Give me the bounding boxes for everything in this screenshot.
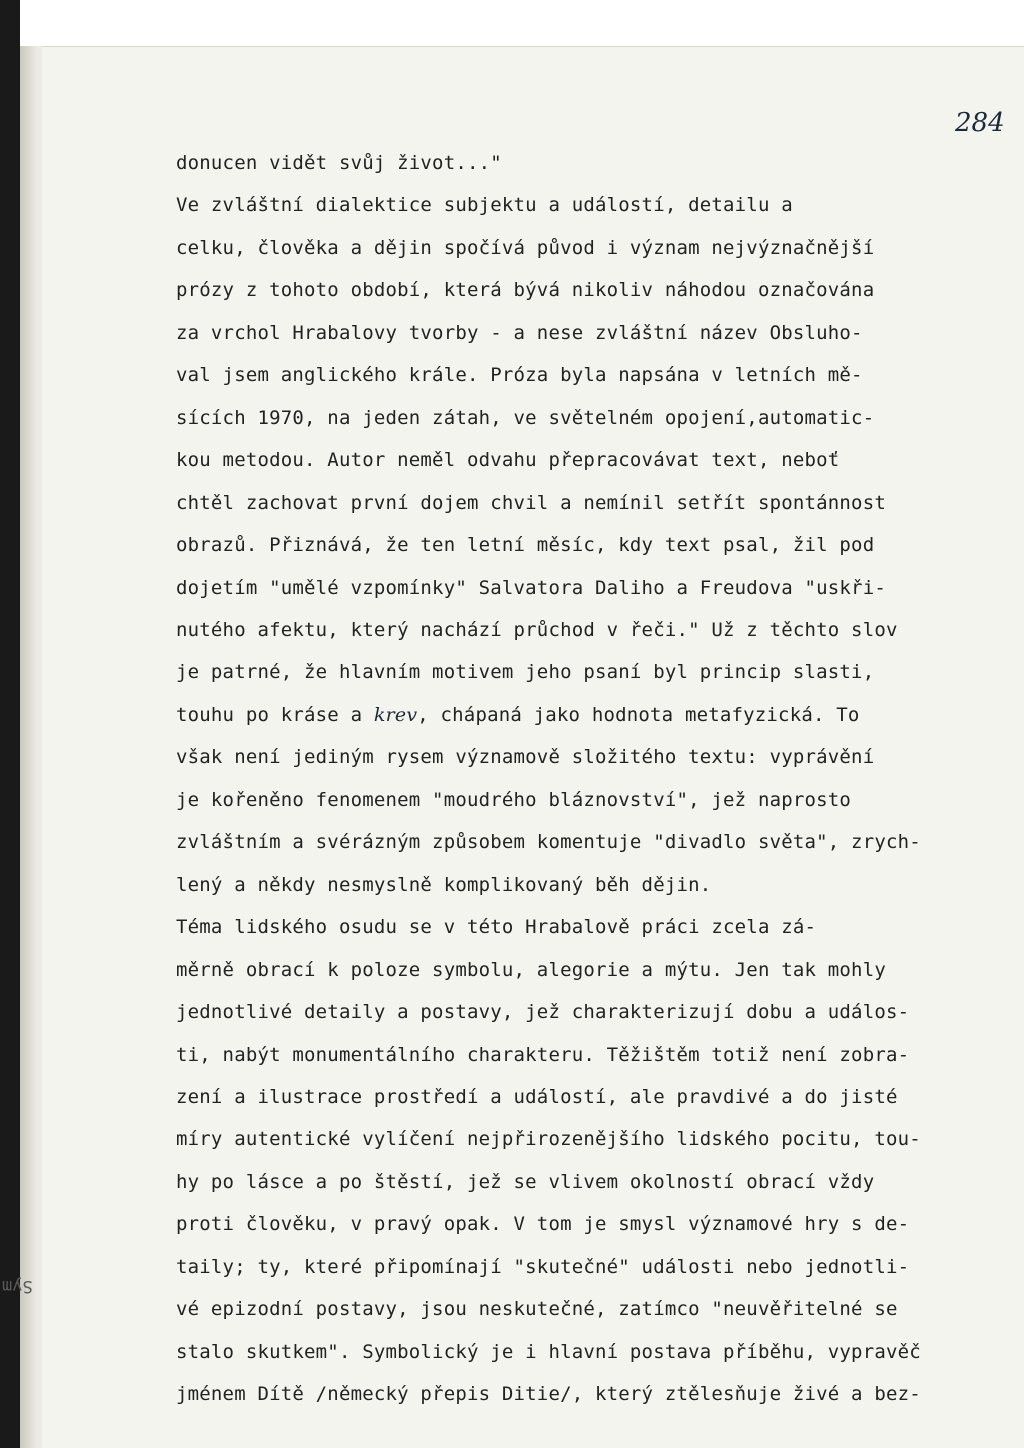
text-line: taily; ty, které připomínají "skutečné" události nebo jednotli- (176, 1255, 910, 1278)
text-line: lený a někdy nesmyslně komplikovaný běh dějin. (176, 873, 712, 896)
text-line: proti člověku, v pravý opak. V tom je smysl významové hry s de- (176, 1213, 910, 1236)
text-line: zení a ilustrace prostředí a událostí, ale pravdivé a do jisté (176, 1085, 898, 1108)
text-line: chtěl zachovat první dojem chvil a nemínil setřít spontánnost (176, 491, 886, 514)
text-line: kou metodou. Autor neměl odvahu přepracovávat text, neboť (176, 449, 840, 472)
text-line: jednotlivé detaily a postavy, jež charakterizují dobu a událos- (176, 1001, 910, 1023)
text-line: zvláštním a svérázným způsobem komentuje "divadlo světa", zrych- (176, 831, 921, 854)
text-line: však není jediným rysem významově složitého textu: vyprávění (176, 746, 875, 769)
text-segment: , chápaná jako hodnota metafyzická. To (417, 703, 860, 726)
text-line: míry autentické vylíčení nejpřirozenějšího lidského pocitu, tou- (176, 1128, 921, 1151)
text-segment: touhu po kráse a (176, 703, 374, 726)
text-line: je kořeněno fenomenem "moudrého bláznovství", jež naprosto (176, 788, 852, 811)
text-line: ti, nabýt monumentálního charakteru. Těžištěm totiž není zobra- (176, 1043, 910, 1066)
text-line: Ve zvláštní dialektice subjektu a událostí, detailu a (176, 194, 793, 217)
text-line (176, 704, 860, 726)
text-line: vé epizodní postavy, jsou neskutečné, zatímco "neuvěřitelné se (176, 1298, 898, 1321)
scan-binding-shadow (20, 46, 42, 1448)
text-line: obrazů. Přiznává, že ten letní měsíc, kdy text psal, žil pod (176, 534, 875, 556)
handwritten-insertion: krev (373, 703, 418, 726)
text-line: dojetím "umělé vzpomínky" Salvatora Daliho a Freudova "uskři- (176, 576, 886, 599)
text-line: za vrchol Hrabalovy tvorby - a nese zvláštní název Obsluho- (176, 321, 863, 344)
text-line: měrně obrací k poloze symbolu, alegorie a mýtu. Jen tak mohly (176, 958, 886, 981)
text-line: donucen vidět svůj život..." (176, 152, 502, 174)
text-line: val jsem anglického krále. Próza byla napsána v letních mě- (176, 364, 863, 387)
text-line: celku, člověka a dějin spočívá původ i význam nejvýznačnější (176, 236, 875, 259)
text-line: stalo skutkem". Symbolický je i hlavní postava příběhu, vypravěč (176, 1340, 921, 1363)
scan-left-edge (0, 0, 20, 1448)
text-line: nutého afektu, který nachází průchod v řeči." Už z těchto slov (176, 619, 898, 641)
scan-top-edge (0, 0, 1024, 47)
text-line: prózy z tohoto období, která bývá nikoliv náhodou označována (176, 279, 875, 302)
margin-mark: Sym (2, 1276, 33, 1296)
text-line: hy po lásce a po štěstí, jež se vlivem okolností obrací vždy (176, 1170, 875, 1193)
text-line: jménem Dítě /německý přepis Ditie/, který ztělesňuje živé a bez- (176, 1383, 921, 1406)
text-line: je patrné, že hlavním motivem jeho psaní byl princip slasti, (176, 661, 875, 684)
page-number: 284 (955, 108, 1005, 138)
text-line: sících 1970, na jeden zátah, ve světelném opojení,automatic- (176, 406, 875, 429)
text-line: Téma lidského osudu se v této Hrabalově práci zcela zá- (176, 916, 817, 939)
